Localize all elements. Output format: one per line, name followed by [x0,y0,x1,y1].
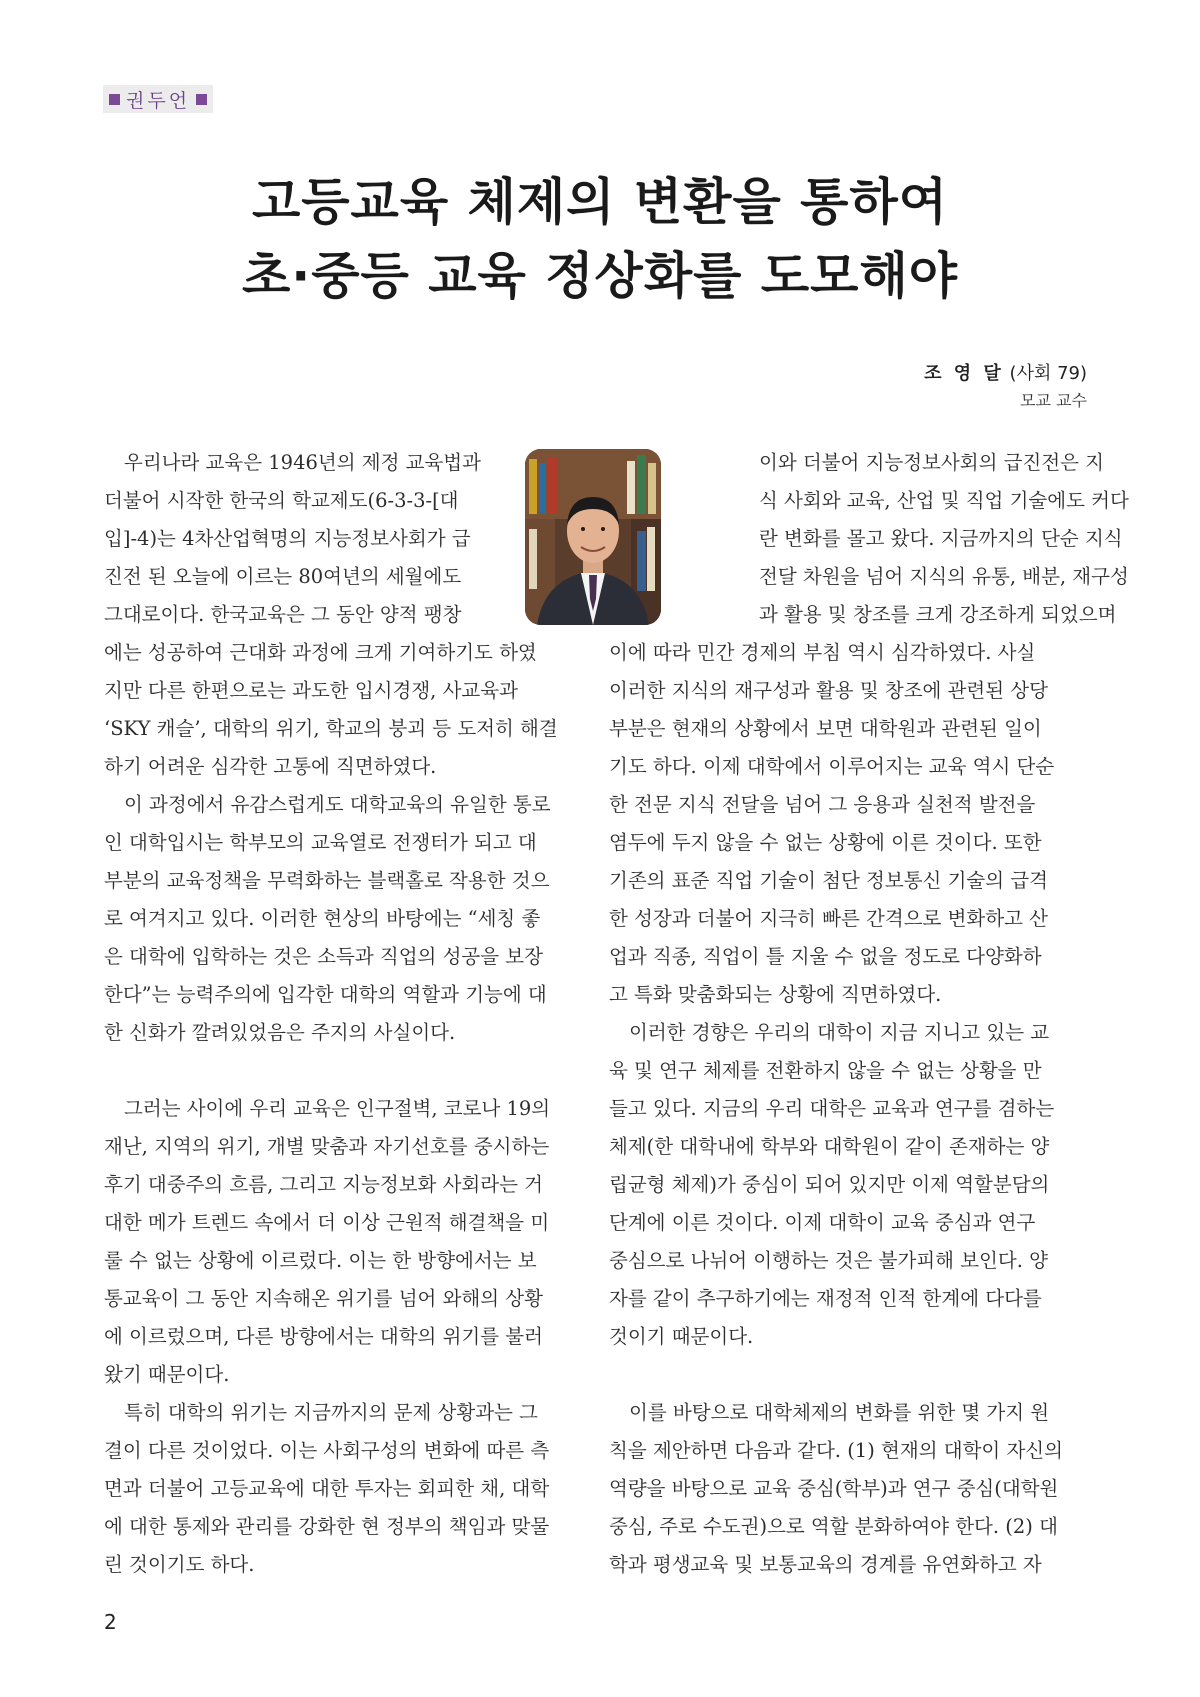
body-text-line: 에 대한 통제와 관리를 강화한 현 정부의 책임과 맞물 [104,1515,550,1538]
author-name: 조 영 달 [924,363,1004,384]
body-text-line: 부분의 교육정책을 무력화하는 블랙홀로 작용한 것으 [104,869,550,892]
body-text-line: 단계에 이른 것이다. 이제 대학이 교육 중심과 연구 [609,1211,1036,1234]
body-text-line: 역량을 바탕으로 교육 중심(학부)과 연구 중심(대학원 [609,1477,1059,1500]
body-text-line: 그러는 사이에 우리 교육은 인구절벽, 코로나 19의 [124,1097,551,1120]
body-text-line: 로 여겨지고 있다. 이러한 현상의 바탕에는 “세칭 좋 [104,907,541,930]
body-text-line: 더불어 시작한 한국의 학교제도(6-3-3-[대 [104,489,459,512]
body-text-line: 통교육이 그 동안 지속해온 위기를 넘어 와해의 상황 [104,1287,543,1310]
body-text-line: 중심, 주로 수도권)으로 역할 분화하여야 한다. (2) 대 [609,1515,1058,1538]
right-column [609,444,1129,1584]
body-text-line: 식 사회와 교육, 산업 및 직업 기술에도 커다 [759,489,1129,512]
body-text-line: ‘SKY 캐슬’, 대학의 위기, 학교의 붕괴 등 도저히 해결 [104,717,558,740]
body-text-line: 후기 대중주의 흐름, 그리고 지능정보화 사회라는 거 [104,1173,543,1196]
body-text-line: 고 특화 맞춤화되는 상황에 직면하였다. [609,983,942,1006]
body-text-line: 하기 어려운 심각한 고통에 직면하였다. [104,755,437,778]
body-text-line: 학과 평생교육 및 보통교육의 경계를 유연화하고 자 [609,1553,1042,1576]
paragraph-gap [104,1052,592,1090]
body-text-line: 이에 따라 민간 경제의 부침 역시 심각하였다. 사실 [609,641,1036,664]
body-text-line: 칙을 제안하면 다음과 같다. (1) 현재의 대학이 자신의 [609,1439,1063,1462]
body-text-line: 립균형 체제)가 중심이 되어 있지만 이제 역할분담의 [609,1173,1050,1196]
body-text-line: 왔기 때문이다. [104,1363,230,1386]
body-text-line: 결이 다른 것이었다. 이는 사회구성의 변화에 따른 측 [104,1439,550,1462]
author-block [924,360,1087,414]
body-text-line: 에는 성공하여 근대화 과정에 크게 기여하기도 하였 [104,641,537,664]
body-text-line: 진전 된 오늘에 이르는 80여년의 세월에도 [104,565,462,588]
left-column [104,444,592,1584]
body-text-line: 대한 메가 트렌드 속에서 더 이상 근원적 해결책을 미 [104,1211,550,1234]
body-text-line: 체제(한 대학내에 학부와 대학원이 같이 존재하는 양 [609,1135,1050,1158]
author-affiliation: (사회 79) [1009,363,1087,384]
square-bullet-icon [109,94,120,105]
body-text-line: 자를 같이 추구하기에는 재정적 인적 한계에 다다를 [609,1287,1042,1310]
body-text-line: 기존의 표준 직업 기술이 첨단 정보통신 기술의 급격 [609,869,1048,892]
title-line-2: 초·중등 교육 정상화를 도모해야 [241,247,959,305]
body-text-line: 그대로이다. 한국교육은 그 동안 양적 팽창 [104,603,462,626]
body-text-line: 룰 수 없는 상황에 이르렀다. 이는 한 방향에서는 보 [104,1249,537,1272]
author-role: 모교 교수 [1020,391,1087,410]
body-text-line: 린 것이기도 하다. [104,1553,255,1576]
body-text-line: 이를 바탕으로 대학체제의 변화를 위한 몇 가지 원 [629,1401,1050,1424]
square-bullet-icon [196,94,207,105]
body-text-line: 한 성장과 더불어 지극히 빠른 간격으로 변화하고 산 [609,907,1048,930]
body-text-line: 이와 더불어 지능정보사회의 급진전은 지 [759,451,1105,474]
body-text-line: 입]-4)는 4차산업혁명의 지능정보사회가 급 [104,527,471,550]
author-line [924,360,1087,388]
body-text-line: 부분은 현재의 상황에서 보면 대학원과 관련된 일이 [609,717,1042,740]
body-text-line: 육 및 연구 체제를 전환하지 않을 수 없는 상황을 만 [609,1059,1042,1082]
body-text-line: 은 대학에 입학하는 것은 소득과 직업의 성공을 보장 [104,945,543,968]
body-text-line: 에 이르렀으며, 다른 방향에서는 대학의 위기를 불러 [104,1325,543,1348]
section-label: 권두언 [126,89,191,112]
body-text-line: 이 과정에서 유감스럽게도 대학교육의 유일한 통로 [124,793,551,816]
body-text-line: 업과 직종, 직업이 틀 지울 수 없을 정도로 다양화하 [609,945,1042,968]
body-text-line: 들고 있다. 지금의 우리 대학은 교육과 연구를 겸하는 [609,1097,1055,1120]
body-text-line: 우리나라 교육은 1946년의 제정 교육법과 [124,451,481,474]
body-text-line: 과 활용 및 창조를 크게 강조하게 되었으며 [759,603,1117,626]
paragraph-gap [609,1356,1097,1394]
body-text-line: 한 신화가 깔려있었음은 주지의 사실이다. [104,1021,456,1044]
body-text-line: 한 전문 지식 전달을 넘어 그 응용과 실천적 발전을 [609,793,1036,816]
body-text-line: 란 변화를 몰고 왔다. 지금까지의 단순 지식 [759,527,1123,550]
body-text-line: 한다”는 능력주의에 입각한 대학의 역할과 기능에 대 [104,983,547,1006]
body-text-line: 이러한 지식의 재구성과 활용 및 창조에 관련된 상당 [609,679,1048,702]
body-text-line: 기도 하다. 이제 대학에서 이루어지는 교육 역시 단순 [609,755,1055,778]
body-text-line: 인 대학입시는 학부모의 교육열로 전쟁터가 되고 대 [104,831,537,854]
body-text-line: 재난, 지역의 위기, 개별 맞춤과 자기선호를 중시하는 [104,1135,550,1158]
body-text-line: 이러한 경향은 우리의 대학이 지금 지니고 있는 교 [629,1021,1050,1044]
title-line-1: 고등교육 체제의 변환을 통하여 [251,173,949,231]
section-tag [103,85,213,113]
page-number: 2 [104,1610,117,1634]
article-title [0,165,1200,313]
body-text-line: 지만 다른 한편으로는 과도한 입시경쟁, 사교육과 [104,679,518,702]
body-text-line: 특히 대학의 위기는 지금까지의 문제 상황과는 그 [124,1401,538,1424]
body-text-line: 염두에 두지 않을 수 없는 상황에 이른 것이다. 또한 [609,831,1042,854]
body-text-line: 것이기 때문이다. [609,1325,754,1348]
body-text-line: 전달 차원을 넘어 지식의 유통, 배분, 재구성 [759,565,1129,588]
body-text-line: 중심으로 나뉘어 이행하는 것은 불가피해 보인다. 양 [609,1249,1048,1272]
body-text-line: 면과 더불어 고등교육에 대한 투자는 회피한 채, 대학 [104,1477,550,1500]
